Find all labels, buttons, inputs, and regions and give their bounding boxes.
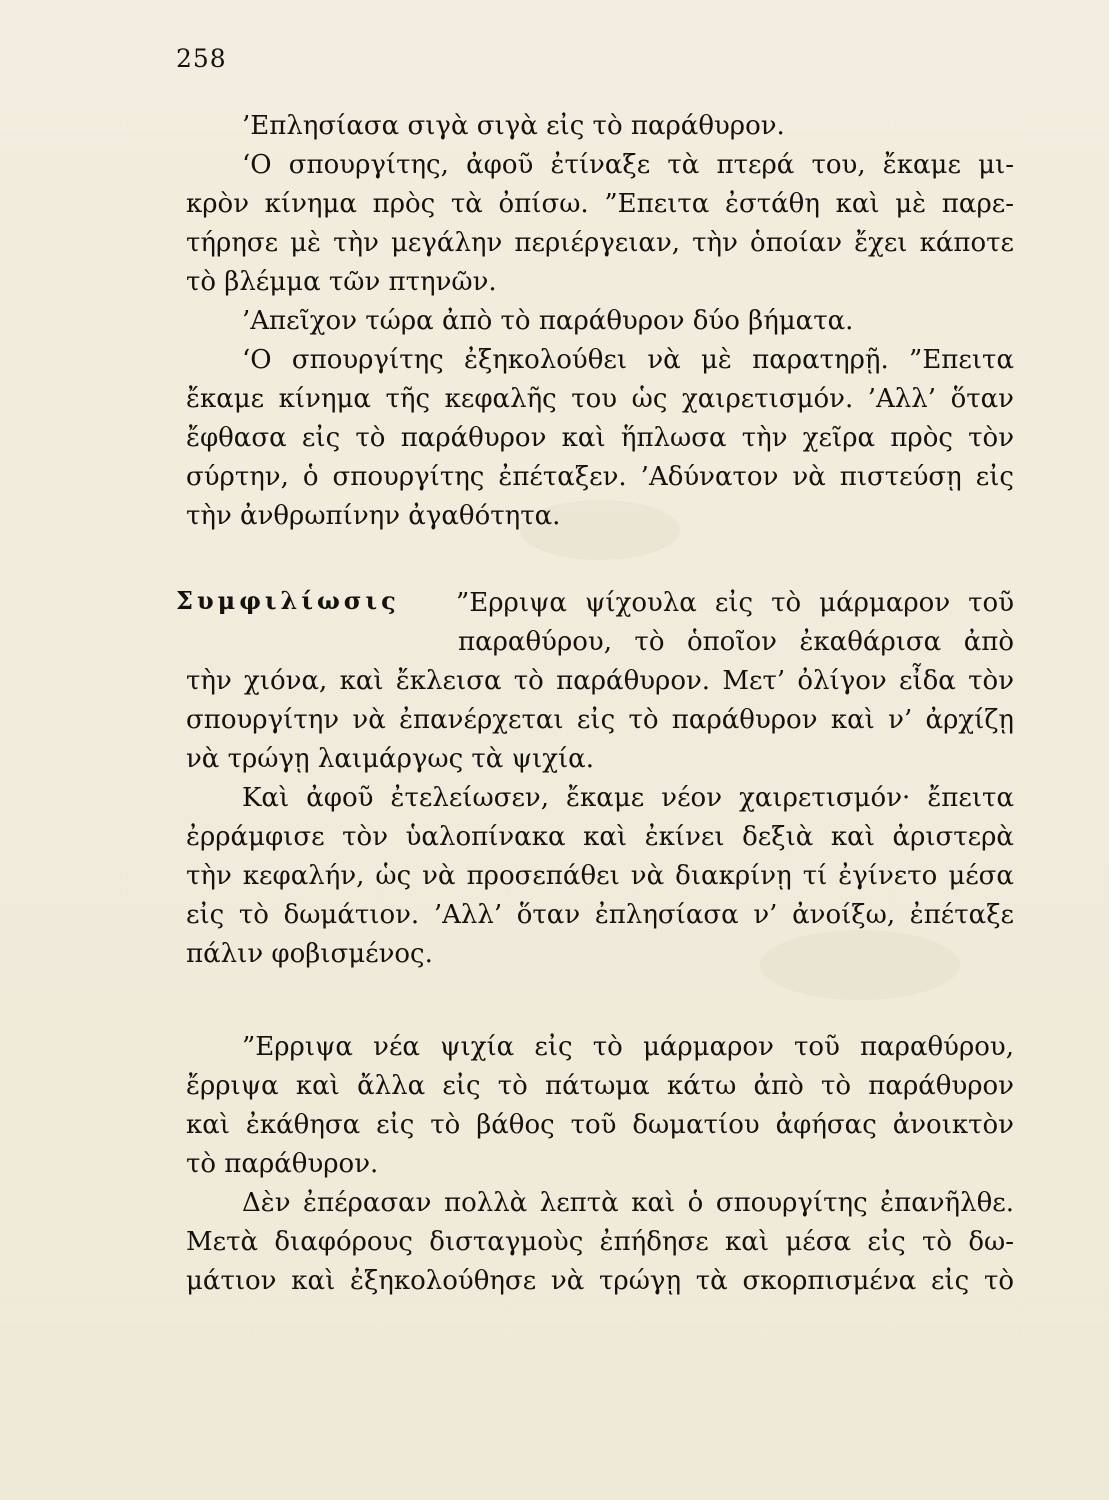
text-line: τὸ παράθυρον. [186,1149,379,1179]
text-line: ”Ερριψα νέα ψιχία εἰς τὸ μάρμαρον τοῦ παραθύρου, [242,1032,1014,1062]
text-line: τήρησε μὲ τὴν μεγάλην περιέργειαν, τὴν ὁποίαν ἔχει κάποτε [186,228,1014,258]
text-line: νὰ τρώγῃ λαιμάργως τὰ ψιχία. [186,744,594,774]
text-line: μάτιον καὶ ἐξηκολούθησε νὰ τρώγῃ τὰ σκορπισμένα εἰς τὸ [186,1266,1014,1296]
text-line: τὸ βλέμμα τῶν πτηνῶν. [186,267,497,297]
text-line: Καὶ ἀφοῦ ἐτελείωσεν, ἔκαμε νέον χαιρετισμόν· ἔπειτα [242,783,1014,813]
text-line: ’Επλησίασα σιγὰ σιγὰ εἰς τὸ παράθυρον. [242,111,785,141]
text-line: ἔκαμε κίνημα τῆς κεφαλῆς του ὡς χαιρετισμόν. ’Αλλ’ ὅταν [186,384,1014,414]
paragraph [186,302,1014,341]
text-line: παραθύρου, τὸ ὁποῖον ἐκαθάρισα ἀπὸ [458,627,1014,657]
text-line: κρὸν κίνημα πρὸς τὰ ὀπίσω. ”Επειτα ἐστάθη καὶ μὲ παρε- [186,189,1014,219]
paragraph [186,1184,1014,1301]
text-line: Δὲν ἐπέρασαν πολλὰ λεπτὰ καὶ ὁ σπουργίτης ἐπανῆλθε. [242,1188,1014,1218]
text-line: εἰς τὸ δωμάτιον. ’Αλλ’ ὅταν ἐπλησίασα ν’ ἀνοίξω, ἐπέταξε [186,900,1014,930]
paragraph [186,779,1014,974]
text-line: Μετὰ διαφόρους δισταγμοὺς ἐπήδησε καὶ μέσα εἰς τὸ δω- [186,1227,1014,1257]
paragraph [186,107,1014,146]
text-line: ἔφθασα εἰς τὸ παράθυρον καὶ ἥπλωσα τὴν χεῖρα πρὸς τὸν [186,423,1014,453]
paragraph [186,341,1014,536]
paragraph [186,662,1014,779]
text-line: ‘Ο σπουργίτης, ἀφοῦ ἐτίναξε τὰ πτερά του, ἔκαμε μι- [242,150,1014,180]
text-line: ἐρράμφισε τὸν ὑαλοπίνακα καὶ ἐκίνει δεξιὰ καὶ ἀριστερὰ [186,822,1014,852]
text-line: ”Ερριψα ψίχουλα εἰς τὸ μάρμαρον τοῦ [456,588,1014,618]
page-number: 258 [176,44,227,73]
text-line: τὴν κεφαλήν, ὡς νὰ προσεπάθει νὰ διακρίνῃ τί ἐγίνετο μέσα [186,861,1014,891]
text-line: πάλιν φοβισμένος. [186,939,433,969]
text-line: σπουργίτην νὰ ἐπανέρχεται εἰς τὸ παράθυρον καὶ ν’ ἀρχίζῃ [186,705,1014,735]
text-line: ’Απεῖχον τώρα ἀπὸ τὸ παράθυρον δύο βήματα. [242,306,854,336]
paragraph [186,146,1014,302]
text-line: καὶ ἐκάθησα εἰς τὸ βάθος τοῦ δωματίου ἀφήσας ἀνοικτὸν [186,1110,1014,1140]
text-line: ‘Ο σπουργίτης ἐξηκολούθει νὰ μὲ παρατηρῇ. ”Επειτα [242,345,1014,375]
text-line: ἔρριψα καὶ ἄλλα εἰς τὸ πάτωμα κάτω ἀπὸ τὸ παράθυρον [186,1071,1014,1101]
paragraph-hanging-start [456,584,1014,662]
section-heading: Συμφιλίωσις [176,586,400,615]
paragraph [186,1028,1014,1184]
text-line: σύρτην, ὁ σπουργίτης ἐπέταξεν. ’Αδύνατον νὰ πιστεύσῃ εἰς [186,462,1014,492]
text-line: τὴν ἀνθρωπίνην ἀγαθότητα. [186,501,561,531]
text-line: τὴν χιόνα, καὶ ἔκλεισα τὸ παράθυρον. Μετ’ ὀλίγον εἶδα τὸν [186,666,1014,696]
